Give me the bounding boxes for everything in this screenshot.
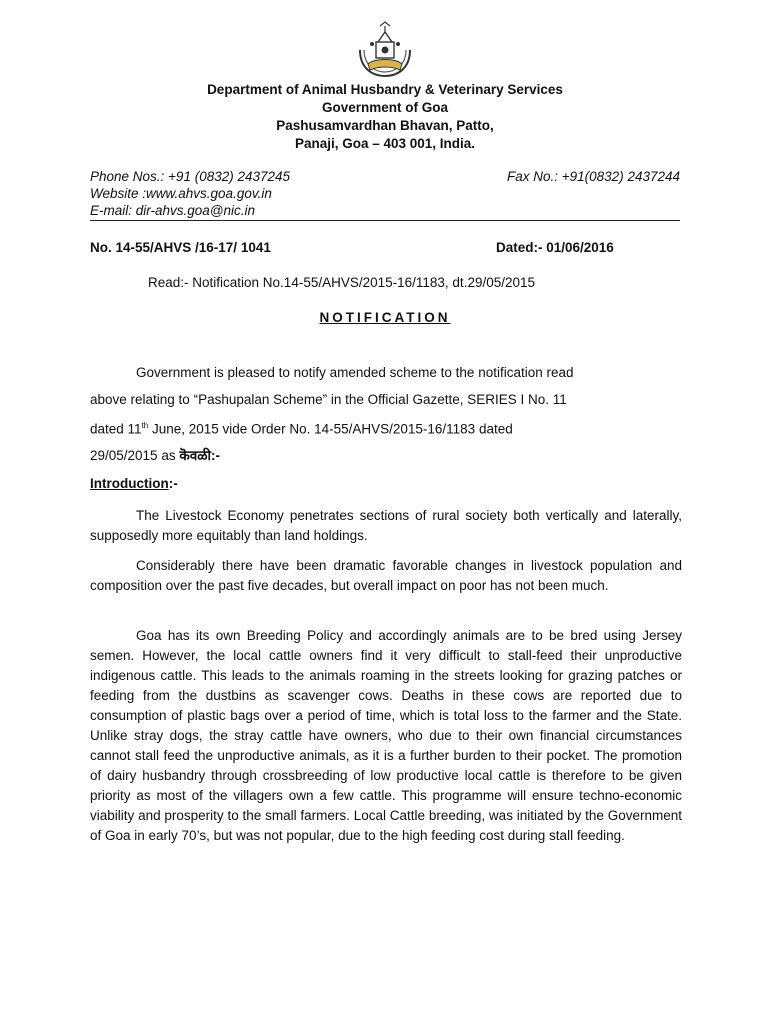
header-divider (90, 220, 680, 221)
intro-paragraph-2: Considerably there have been dramatic favorable changes in livestock population and composition over the past five decades, but overall impact on poor has not been much. (90, 558, 682, 593)
address-line-2: Panaji, Goa – 403 001, India. (294, 136, 476, 151)
notice-line-4 (90, 443, 682, 470)
fax-number: Fax No.: +91(0832) 2437244 (507, 169, 680, 184)
notice-line-3-start: dated 11 (90, 421, 142, 437)
notice-line-4-start: 29/05/2015 as (90, 448, 180, 463)
notice-line-2: above relating to “Pashupalan Scheme” in the Official Gazette, SERIES I No. 11 (90, 391, 567, 407)
government-notice-paragraph (90, 360, 682, 470)
ordinal-suffix: th (141, 421, 149, 430)
intro-paragraph-3-block (90, 626, 682, 846)
notice-line-3 (90, 413, 682, 443)
reference-number: No. 14-55/AHVS /16-17/ 1041 (90, 240, 271, 255)
intro-paragraph-2-block (90, 556, 682, 596)
department-name: Department of Animal Husbandry & Veterinary Services (207, 82, 563, 97)
introduction-heading-text: Introduction (90, 476, 169, 491)
notification-title: NOTIFICATION (319, 310, 451, 325)
intro-paragraph-1: The Livestock Economy penetrates sections of rural society both vertically and laterally, supposedly more equitably than land holdings. (90, 508, 682, 543)
email: E-mail: dir-ahvs.goa@nic.in (90, 203, 256, 218)
address-line-1: Pashusamvardhan Bhavan, Patto, (276, 118, 494, 133)
website: Website :www.ahvs.goa.gov.in (90, 186, 272, 201)
notice-line-3-end: June, 2015 vide Order No. 14-55/AHVS/2015-16/1183 dated (148, 421, 513, 437)
introduction-heading (90, 476, 178, 491)
notice-line-1: Government is pleased to notify amended scheme to the notification read (136, 365, 574, 380)
konkani-word: कॆवळी:- (179, 448, 220, 463)
intro-paragraph-3: Goa has its own Breeding Policy and accordingly animals are to be bred using Jersey semen. However, the local cattle owners find it very difficult to stall-feed their unproductive indigenous cattle. This leads to the animals roaming in the streets looking for grazing patches or feeding from the dustbins as scavenger cows. Deaths in these cows are reported due to consumption of plastic bags over a period of time, which is total loss to the farmer and the State. Unlike stray dogs, the stray cattle have owners, who due to their own financial circumstances cannot stall feed the unproductive animals, as it is a further burden to their pocket. The promotion of dairy husbandry through crossbreeding of low productive local cattle is therefore to be given priority as most of the villagers own a few cattle. This programme will ensure techno-economic viability and prosperity to the small farmers. Local Cattle breeding, was initiated by the Government of Goa in early 70’s, but was not popular, due to the high feeding cost during stall feeding. (90, 628, 682, 843)
government-name: Government of Goa (321, 100, 448, 115)
intro-paragraph-1-block (90, 506, 682, 546)
introduction-heading-suffix: :- (168, 476, 178, 491)
phone-numbers: Phone Nos.: +91 (0832) 2437245 (90, 169, 291, 184)
date: Dated:- 01/06/2016 (496, 240, 614, 255)
read-reference: Read:- Notification No.14-55/AHVS/2015-16/1183, dt.29/05/2015 (148, 275, 536, 290)
goa-emblem-icon (354, 20, 416, 80)
